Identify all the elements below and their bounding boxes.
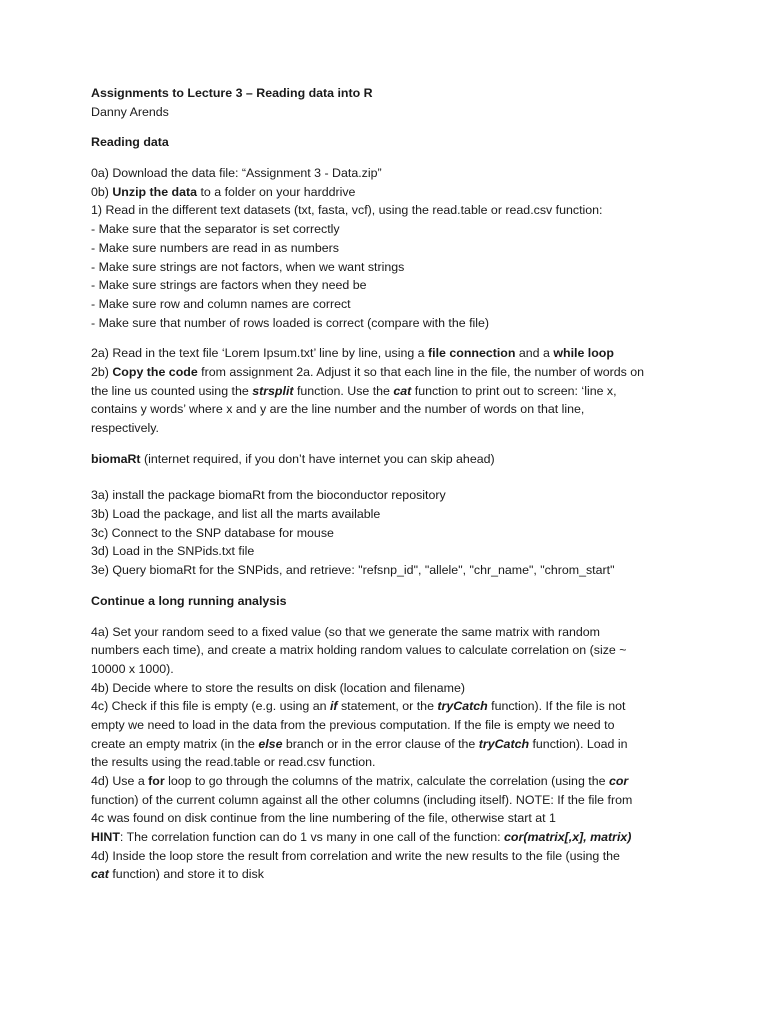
step-4d-line2: function) of the current column against all the other columns (including itself). NOTE: If the file from (91, 792, 633, 807)
step-4c-line4: the results using the read.table or read.csv function. (91, 755, 376, 770)
hint-line: HINT: The correlation function can do 1 vs many in one call of the function: cor(matrix[,x], matrix) (91, 830, 632, 845)
section-heading-reading-data: Reading data (91, 135, 169, 150)
step-3b: 3b) Load the package, and list all the marts available (91, 507, 381, 522)
bullet-item: - Make sure strings are factors when they need be (91, 278, 367, 293)
step-4c-line1: 4c) Check if this file is empty (e.g. using an if statement, or the tryCatch function). If the file is not (91, 699, 626, 714)
bullet-item: - Make sure row and column names are correct (91, 296, 351, 311)
step-4d-second-line1: 4d) Inside the loop store the result from correlation and write the new results to the file (using the (91, 848, 620, 863)
step-2b-line1: 2b) Copy the code from assignment 2a. Adjust it so that each line in the file, the number of words on (91, 364, 645, 379)
step-4d-line3: 4c was found on disk continue from the line numbering of the file, otherwise start at 1 (91, 811, 556, 826)
bullet-item: - Make sure that number of rows loaded is correct (compare with the file) (91, 315, 490, 330)
step-3c: 3c) Connect to the SNP database for mouse (91, 525, 334, 540)
step-4d-second-line2: cat function) and store it to disk (91, 867, 264, 882)
step-4a-line3: 10000 x 1000). (91, 661, 174, 676)
step-4c-line2: empty we need to load in the data from the previous computation. If the file is empty we need to (91, 717, 615, 732)
step-2b-line3: contains y words’ where x and y are the line number and the number of words on that line, (91, 402, 585, 417)
document-page (91, 84, 691, 884)
step-4c-line3: create an empty matrix (in the else branch or in the error clause of the tryCatch function). Load in (91, 736, 628, 751)
step-1: 1) Read in the different text datasets (txt, fasta, vcf), using the read.table or read.csv function: (91, 203, 603, 218)
step-2b-line2: the line us counted using the strsplit function. Use the cat function to print out to screen: ‘line x, (91, 383, 617, 398)
step-4a-line1: 4a) Set your random seed to a fixed value (so that we generate the same matrix with random (91, 624, 600, 639)
step-2b-line4: respectively. (91, 421, 159, 435)
step-4b: 4b) Decide where to store the results on disk (location and filename) (91, 680, 465, 695)
section-heading-biomart: biomaRt (internet required, if you don’t have internet you can skip ahead) (91, 451, 495, 466)
step-4d-line1: 4d) Use a for loop to go through the columns of the matrix, calculate the correlation (using the cor (91, 774, 629, 788)
step-0b: 0b) Unzip the data to a folder on your harddrive (91, 184, 356, 199)
document-author: Danny Arends (91, 104, 169, 119)
step-4a-line2: numbers each time), and create a matrix holding random values to calculate correlation on (size ~ (91, 643, 627, 658)
bullet-item: - Make sure strings are not factors, when we want strings (91, 259, 405, 274)
bullet-item: - Make sure that the separator is set correctly (91, 222, 340, 237)
step-2a: 2a) Read in the text file ‘Lorem Ipsum.txt’ line by line, using a file connection and a while loop (91, 346, 614, 361)
step-3d: 3d) Load in the SNPids.txt file (91, 544, 255, 559)
document-title: Assignments to Lecture 3 – Reading data into R (91, 86, 373, 100)
step-3a: 3a) install the package biomaRt from the bioconductor repository (91, 488, 446, 503)
step-3e: 3e) Query biomaRt for the SNPids, and retrieve: "refsnp_id", "allele", "chr_name", "chrom_start" (91, 563, 615, 578)
bullet-item: - Make sure numbers are read in as numbers (91, 240, 339, 255)
section-heading-long-running-analysis: Continue a long running analysis (91, 593, 287, 608)
step-0a: 0a) Download the data file: “Assignment 3 - Data.zip” (91, 166, 382, 181)
